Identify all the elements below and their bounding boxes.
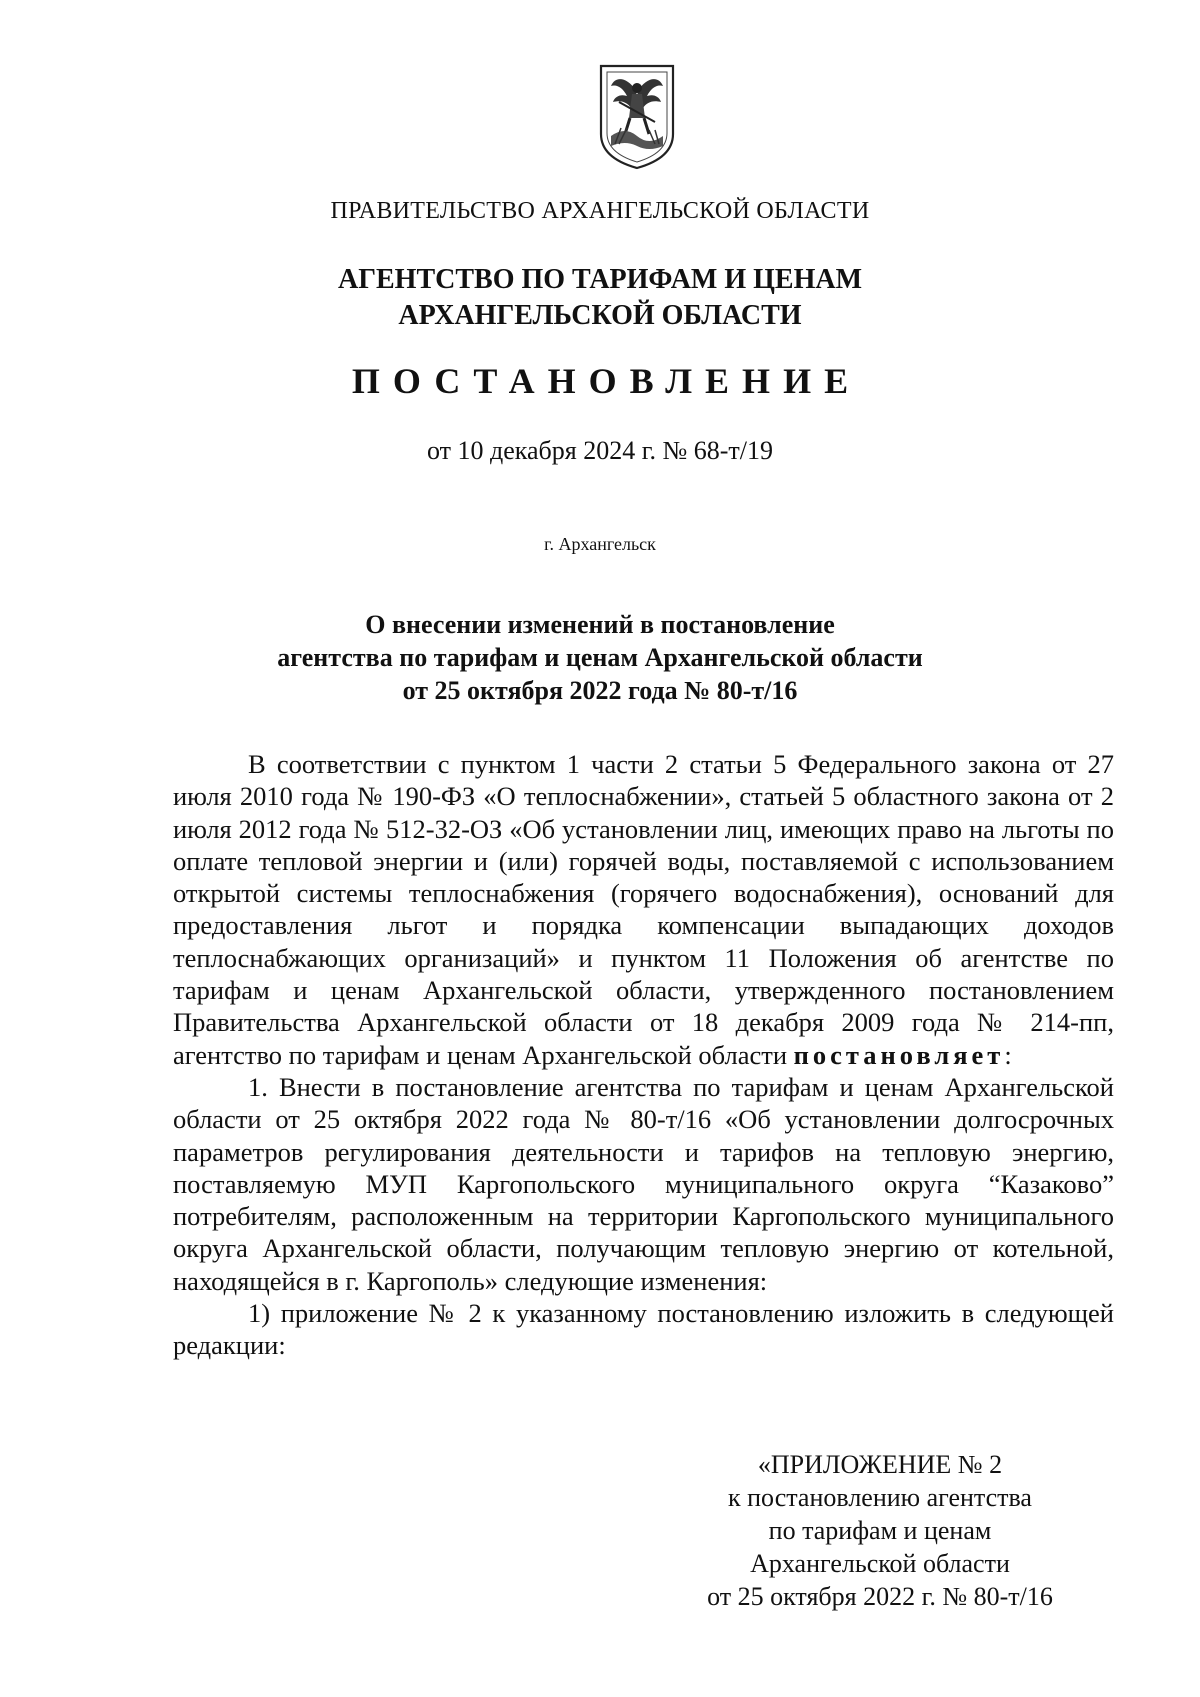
government-name: ПРАВИТЕЛЬСТВО АРХАНГЕЛЬСКОЙ ОБЛАСТИ [330, 198, 870, 224]
appendix-header [660, 1448, 1100, 1613]
agency-name-line-2: АРХАНГЕЛЬСКОЙ ОБЛАСТИ [398, 300, 802, 331]
appendix-line-1: «ПРИЛОЖЕНИЕ № 2 [757, 1450, 1003, 1479]
clause-1-paragraph: 1. Внести в постановление агентства по тарифам и ценам Архангельской области от 25 октября 2022 года № 80-т/16 «Об установлении долгосрочных параметров регулирования деятельности и тарифов на тепловую энергию, поставляемую МУП Каргопольского муниципального округа “Казаково” потребителям, расположенным на территории Каргопольского муниципального округа Архангельской области, получающим тепловую энергию от котельной, находящейся в г. Каргополь» следующие изменения: [173, 1071, 1114, 1296]
title-line-3: от 25 октября 2022 года № 80-т/16 [402, 676, 798, 705]
agency-name-line-1: АГЕНТСТВО ПО ТАРИФАМ И ЦЕНАМ [337, 264, 863, 295]
resolves-word: постановляет [793, 1039, 1005, 1070]
document-city: г. Архангельск [544, 534, 656, 554]
preamble-colon: : [1004, 1039, 1012, 1070]
title-line-1: О внесении изменений в постановление [365, 610, 835, 639]
document-title [0, 608, 1200, 707]
document-body [173, 748, 1114, 1362]
subclause-1-paragraph: 1) приложение № 2 к указанному постановлению изложить в следующей редакции: [173, 1298, 1114, 1361]
appendix-line-3: по тарифам и ценам [768, 1516, 992, 1545]
preamble-text: В соответствии с пунктом 1 части 2 статьи 5 Федерального закона от 27 июля 2010 года № 190-ФЗ «О теплоснабжении», статьей 5 областного закона от 2 июля 2012 года № 512-32-ОЗ «Об установлении лиц, имеющих право на льготы по оплате тепловой энергии и (или) горячей воды, поставляемой с использованием открытой системы теплоснабжения (горячего водоснабжения), оснований для предоставления льгот и порядка компенсации выпадающих доходов теплоснабжающих организаций» и пунктом 11 Положения об агентстве по тарифам и ценам Архангельской области, утвержденного постановлением Правительства Архангельской области от 18 декабря 2009 года № 214-пп, агентство по тарифам и ценам Архангельской области [173, 749, 1114, 1070]
appendix-line-2: к постановлению агентства [728, 1483, 1032, 1512]
appendix-line-4: Архангельской области [750, 1549, 1010, 1578]
title-line-2: агентства по тарифам и ценам Архангельской области [277, 643, 923, 672]
coat-of-arms-icon [597, 62, 677, 172]
appendix-line-5: от 25 октября 2022 г. № 80-т/16 [707, 1582, 1053, 1611]
preamble-paragraph [173, 748, 1114, 1071]
agency-name [0, 262, 1200, 334]
document-date-number: от 10 декабря 2024 г. № 68-т/19 [426, 436, 774, 465]
document-type: ПОСТАНОВЛЕНИЕ [351, 361, 862, 401]
